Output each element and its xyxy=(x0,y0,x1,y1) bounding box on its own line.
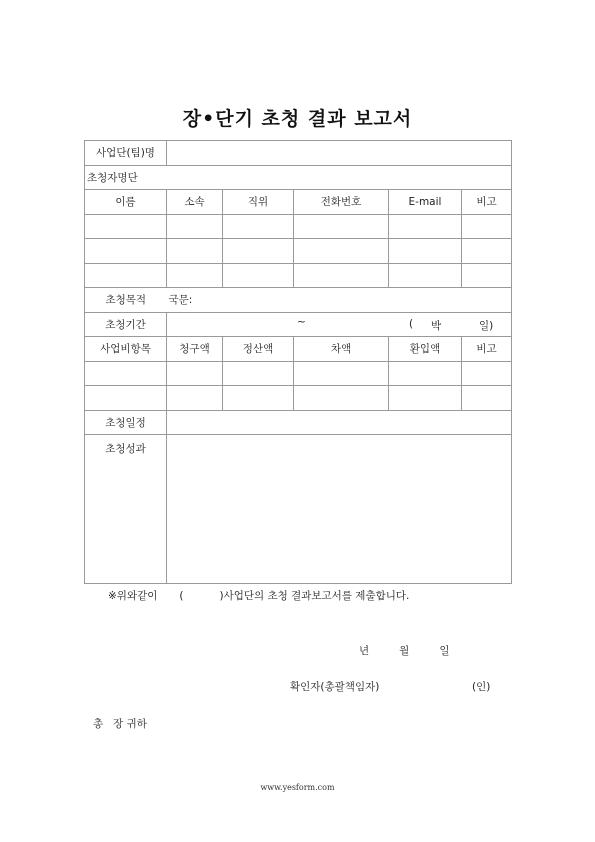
period-row xyxy=(85,312,512,337)
invitee-row xyxy=(85,214,512,239)
expense-note-cell[interactable] xyxy=(462,361,512,386)
column-header-settled: 정산액 xyxy=(223,337,294,362)
seal-mark: (인) xyxy=(472,681,491,693)
statement-prefix: ※위와같이 xyxy=(108,590,158,602)
invitee-email-cell[interactable] xyxy=(389,263,462,288)
schedule-field[interactable] xyxy=(167,410,512,435)
expense-item-cell[interactable] xyxy=(85,386,167,411)
confirmer-label: 확인자(총괄책임자) xyxy=(290,681,380,693)
date-year-label: 년 xyxy=(359,645,370,657)
period-label: 초청기간 xyxy=(85,312,167,337)
invitee-row xyxy=(85,239,512,264)
column-header-position: 직위 xyxy=(223,190,294,215)
results-label: 초청성과 xyxy=(85,435,167,584)
date-month-label: 월 xyxy=(399,645,410,657)
expense-settled-cell[interactable] xyxy=(223,361,294,386)
schedule-label: 초청일정 xyxy=(85,410,167,435)
invitee-affiliation-cell[interactable] xyxy=(167,263,223,288)
invitee-name-cell[interactable] xyxy=(85,214,167,239)
period-tilde: ~ xyxy=(297,316,306,329)
expense-difference-cell[interactable] xyxy=(294,361,389,386)
period-field[interactable] xyxy=(167,312,512,337)
expense-header-row xyxy=(85,337,512,362)
expense-claimed-cell[interactable] xyxy=(167,361,223,386)
column-header-difference: 차액 xyxy=(294,337,389,362)
statement-suffix: )사업단의 초청 결과보고서를 제출합니다. xyxy=(219,590,410,602)
invitee-name-cell[interactable] xyxy=(85,239,167,264)
invitee-row xyxy=(85,263,512,288)
footer-url: www.yesform.com xyxy=(260,783,335,792)
invitee-position-cell[interactable] xyxy=(223,263,294,288)
purpose-field[interactable]: 국문: xyxy=(167,288,512,313)
schedule-row xyxy=(85,410,512,435)
period-open-paren: ( xyxy=(409,318,414,331)
expense-refund-cell[interactable] xyxy=(389,361,462,386)
column-header-expense-note: 비고 xyxy=(462,337,512,362)
invitee-note-cell[interactable] xyxy=(462,214,512,239)
org-name-label: 사업단(팀)명 xyxy=(85,141,167,166)
date-line xyxy=(359,643,449,658)
period-days-label: 일) xyxy=(479,320,494,333)
invitee-header-row xyxy=(85,190,512,215)
org-name-row xyxy=(85,141,512,166)
expense-settled-cell[interactable] xyxy=(223,386,294,411)
expense-item-cell[interactable] xyxy=(85,361,167,386)
invitee-list-label: 초청자명단 xyxy=(85,165,512,190)
results-row xyxy=(85,435,512,584)
column-header-refund: 환입액 xyxy=(389,337,462,362)
invitee-list-row xyxy=(85,165,512,190)
column-header-budget-item: 사업비항목 xyxy=(85,337,167,362)
expense-note-cell[interactable] xyxy=(462,386,512,411)
column-header-note: 비고 xyxy=(462,190,512,215)
purpose-label: 초청목적 xyxy=(85,288,167,313)
invitee-email-cell[interactable] xyxy=(389,214,462,239)
expense-row xyxy=(85,361,512,386)
invitee-affiliation-cell[interactable] xyxy=(167,239,223,264)
invitee-phone-cell[interactable] xyxy=(294,239,389,264)
org-name-field[interactable] xyxy=(167,141,512,166)
submission-statement xyxy=(108,588,409,603)
invitee-phone-cell[interactable] xyxy=(294,263,389,288)
invitee-position-cell[interactable] xyxy=(223,214,294,239)
column-header-email: E-mail xyxy=(389,190,462,215)
expense-row xyxy=(85,386,512,411)
expense-refund-cell[interactable] xyxy=(389,386,462,411)
invitee-name-cell[interactable] xyxy=(85,263,167,288)
addressee: 총 장 귀하 xyxy=(93,718,147,730)
invitee-email-cell[interactable] xyxy=(389,239,462,264)
period-nights-label: 박 xyxy=(431,320,442,333)
invitee-note-cell[interactable] xyxy=(462,239,512,264)
invitee-position-cell[interactable] xyxy=(223,239,294,264)
invitee-affiliation-cell[interactable] xyxy=(167,214,223,239)
column-header-name: 이름 xyxy=(85,190,167,215)
column-header-claimed: 청구액 xyxy=(167,337,223,362)
purpose-row xyxy=(85,288,512,313)
document-title: 장•단기 초청 결과 보고서 xyxy=(182,108,413,130)
invitee-phone-cell[interactable] xyxy=(294,214,389,239)
invitee-note-cell[interactable] xyxy=(462,263,512,288)
statement-paren-open: ( xyxy=(179,590,184,602)
date-day-label: 일 xyxy=(439,645,450,657)
column-header-phone: 전화번호 xyxy=(294,190,389,215)
report-form xyxy=(84,140,512,584)
column-header-affiliation: 소속 xyxy=(167,190,223,215)
expense-difference-cell[interactable] xyxy=(294,386,389,411)
expense-claimed-cell[interactable] xyxy=(167,386,223,411)
results-field[interactable] xyxy=(167,435,512,584)
